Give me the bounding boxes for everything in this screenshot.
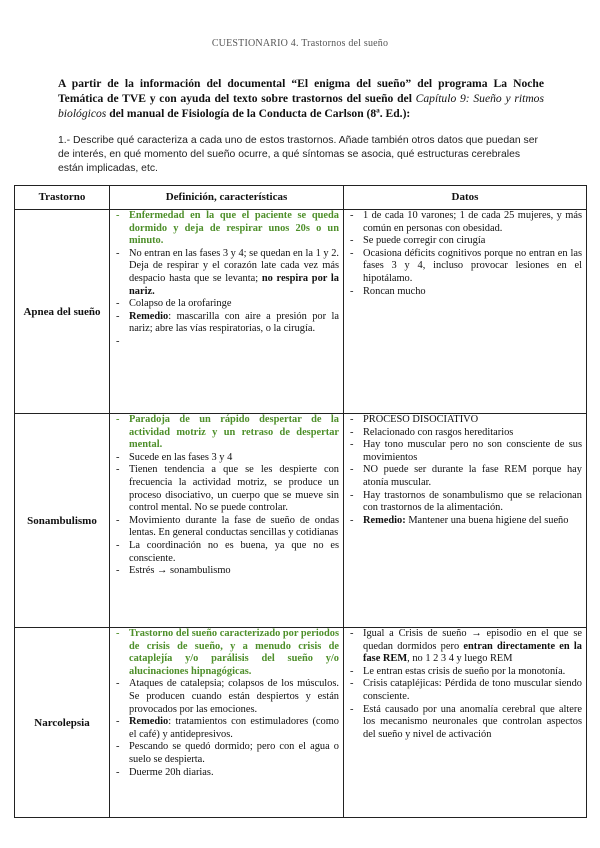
- item-text-end: : mascarilla con aire a presión por la nariz; abre las vías respiratorias, o la cirugía.: [129, 310, 339, 335]
- item-text: Está causado por una anomalía cerebral que altere los mecanismo neuronales que controlan aspectos del sueño y nivel de activación: [363, 703, 582, 740]
- item-text: PROCESO DISOCIATIVO: [363, 414, 479, 425]
- disorder-name: Apnea del sueño: [15, 210, 110, 414]
- item-text: La coordinación no es buena, ya que no es consciente.: [129, 539, 339, 564]
- feature-item: [112, 540, 339, 565]
- intro-text-1: A partir de la información del documental “El enigma del sueño” del programa La Noche Temática de TVE y con ayuda del texto sobre trastornos del sueño del: [58, 77, 544, 105]
- dato-item: [346, 427, 582, 440]
- definition-cell: [110, 210, 344, 414]
- item-text-end: , no 1 2 3 4 y luego REM: [407, 653, 513, 665]
- dato-item: [346, 490, 582, 515]
- datos-list: [346, 628, 582, 741]
- item-text: Sucede en las fases 3 y 4: [129, 451, 233, 463]
- intro-text-2: del manual de Fisiología de la Conducta de Carlson (8ª. Ed.):: [106, 107, 411, 120]
- datos-list: [346, 414, 582, 527]
- feature-item: [112, 452, 339, 465]
- item-bold-text: Remedio: [129, 310, 169, 322]
- feature-item: [112, 678, 339, 716]
- item-text: Estrés → sonambulismo: [129, 565, 231, 577]
- definition-highlight: - Enfermedad en la que el paciente se queda dormido y deja de respirar unos 20s o un minuto.: [112, 210, 339, 248]
- feature-item: [112, 565, 339, 578]
- table-header-row: [15, 186, 587, 210]
- question-text: 1.- Describe qué caracteriza a cada uno de estos trastornos. Añade también otros datos que puedan ser de interés, en qué momento del sueño ocurre, a qué síntomas se asocia, qué estructuras cerebrales están implicadas, etc.: [58, 135, 538, 174]
- dato-item: [346, 235, 582, 248]
- item-text: Le entran estas crisis de sueño por la monotonía.: [363, 665, 566, 677]
- dato-item: [346, 439, 582, 464]
- item-text: Ataques de catalepsia; colapsos de los músculos. Se producen cuando están despiertos y están provocados por las emociones.: [129, 678, 339, 715]
- feature-item: [112, 248, 339, 298]
- page-header: CUESTIONARIO 4. Trastornos del sueño: [211, 38, 389, 49]
- table-row: [15, 628, 587, 818]
- dato-item: [346, 704, 582, 742]
- feature-item: [112, 298, 339, 311]
- dato-item: [346, 678, 582, 703]
- feature-item: [112, 741, 339, 766]
- item-text-end: Mantener una buena higiene del sueño: [405, 514, 569, 526]
- dato-item: [346, 666, 582, 679]
- dato-item: [346, 210, 582, 235]
- item-text: NO puede ser durante la fase REM porque hay atonía muscular.: [363, 464, 582, 488]
- intro-paragraph: [58, 76, 544, 121]
- feature-item: [112, 311, 339, 336]
- item-text: Duerme 20h diarias.: [129, 766, 214, 778]
- dato-item: [346, 464, 582, 489]
- datos-cell: [344, 414, 587, 628]
- item-text: Movimiento durante la fase de sueño de ondas lentas. En general conductas sencillas y cotidianas: [129, 514, 339, 539]
- definition-list: [112, 210, 339, 336]
- datos-list: [346, 210, 582, 298]
- definition-highlight: - Trastorno del sueño caracterizado por periodos de crisis de sueño, y a menudo crisis de cataplejía y/o parálisis del sueño y/o alucinaciones hipnagógicas.: [112, 628, 339, 678]
- feature-item: [112, 515, 339, 540]
- definition-cell: [110, 414, 344, 628]
- item-text-end: : tratamientos con estimuladores (como el café) y antidepresivos.: [129, 716, 339, 740]
- disorder-name: Narcolepsia: [15, 628, 110, 818]
- disorder-name: Sonambulismo: [15, 414, 110, 628]
- header-definicion: Definición, características: [110, 186, 344, 210]
- item-text: Ocasiona déficits cognitivos porque no entran en las fases 3 y 4, incluso provocar lesiones en el hipotálamo.: [363, 247, 582, 284]
- definition-highlight: - Paradoja de un rápido despertar de la actividad motriz y un retraso de despertar mental.: [112, 414, 339, 452]
- dato-item: [346, 248, 582, 286]
- item-text: Pescando se quedó dormido; pero con el agua o suelo se despierta.: [129, 741, 339, 765]
- definition-cell: [110, 628, 344, 818]
- item-text: No entran en las fases 3 y 4; se quedan en la 1 y 2. Deja de respirar y el corazón late cada vez más despacio hasta que se levanta;: [129, 247, 339, 284]
- header-datos: Datos: [344, 186, 587, 210]
- item-text: Colapso de la orofaringe: [129, 298, 232, 310]
- feature-item: [112, 716, 339, 741]
- table-row: [15, 210, 587, 414]
- item-text: Roncan mucho: [363, 285, 426, 297]
- item-text: Hay tono muscular pero no son consciente de sus movimientos: [363, 439, 582, 463]
- item-text: Hay trastornos de sonambulismo que se relacionan con trastornos de la alimentación.: [363, 489, 582, 514]
- dato-item: [346, 286, 582, 299]
- item-text: Igual a Crisis de sueño → episodio en el que se quedan dormidos pero: [363, 628, 582, 652]
- item-text: Crisis catapléjicas: Pérdida de tono muscular siendo consciente.: [363, 678, 582, 702]
- disorders-table: [14, 185, 587, 818]
- datos-cell: [344, 628, 587, 818]
- dato-item: [346, 628, 582, 666]
- feature-item: [112, 464, 339, 514]
- definition-list: [112, 628, 339, 779]
- item-bold-text: no respira por la nariz.: [129, 272, 339, 297]
- item-text: Se puede corregir con cirugía: [363, 235, 486, 247]
- header-trastorno: Trastorno: [15, 186, 110, 210]
- feature-item: [112, 767, 339, 780]
- dato-item: [346, 515, 582, 528]
- item-text: Relacionado con rasgos hereditarios: [363, 426, 514, 438]
- dato-item: [346, 414, 582, 427]
- item-bold-text: Remedio:: [363, 514, 406, 526]
- item-text: 1 de cada 10 varones; 1 de cada 25 mujeres, y más común en personas con obesidad.: [363, 210, 582, 234]
- item-text: Tienen tendencia a que se les despierte con frecuencia la actividad motriz, se produce un proceso disociativo, un cuerpo que se mueve sin control mental. No se puede controlar.: [129, 464, 339, 514]
- item-bold-text: Remedio: [129, 716, 169, 728]
- table-row: [15, 414, 587, 628]
- item-bold-text: entran directamente en la fase REM: [363, 640, 582, 665]
- definition-list: [112, 414, 339, 578]
- datos-cell: [344, 210, 587, 414]
- intro-chapter-title: Capítulo 9: Sueño y ritmos biológicos: [58, 92, 544, 120]
